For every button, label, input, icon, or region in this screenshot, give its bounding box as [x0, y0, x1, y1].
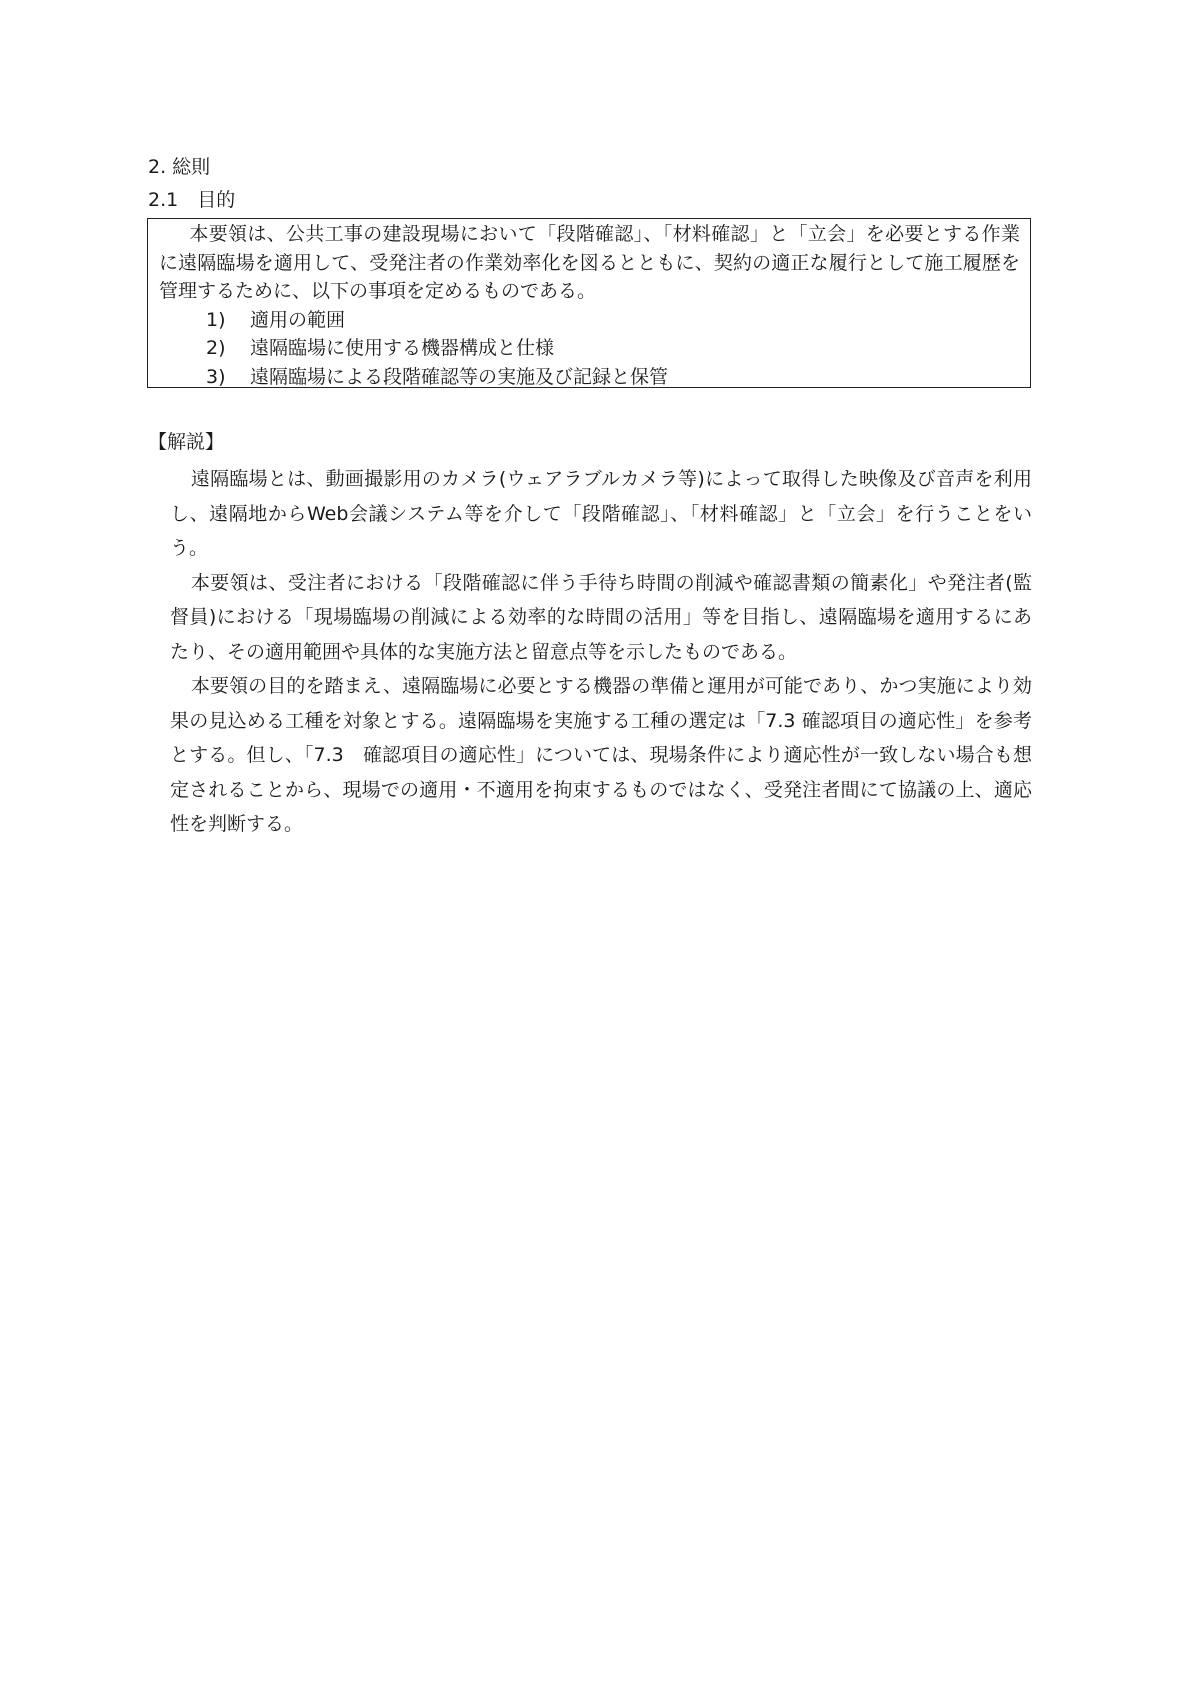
commentary-body [170, 462, 1032, 842]
commentary-heading: 【解説】 [148, 431, 225, 453]
purpose-paragraph: 本要領は、公共工事の建設現場において「段階確認」、「材料確認」と「立会」を必要とする作業に遠隔臨場を適用して、受発注者の作業効率化を図るとともに、契約の適正な履行として施工履歴を管理するために、以下の事項を定めるものである。 [159, 223, 1020, 302]
commentary-paragraph: 本要領の目的を踏まえ、遠隔臨場に必要とする機器の準備と運用が可能であり、かつ実施により効果の見込める工種を対象とする。遠隔臨場を実施する工種の選定は「7.3 確認項目の適応性」を参考とする。但し、「7.3 確認項目の適応性」については、現場条件により適応性が一致しない場合も想定されることから、現場での適用・不適用を拘束するものではなく、受発注者間にて協議の上、適応性を判断する。 [170, 675, 1032, 835]
purpose-item-number: 2) [206, 337, 226, 359]
commentary-paragraph: 本要領は、受注者における「段階確認に伴う手待ち時間の削減や確認書類の簡素化」や発注者(監督員)における「現場臨場の削減による効率的な時間の活用」等を目指し、遠隔臨場を適用するにあたり、その適用範囲や具体的な実施方法と留意点等を示したものである。 [170, 571, 1032, 663]
purpose-item-text: 適用の範囲 [250, 308, 346, 331]
purpose-item-list [159, 306, 1020, 392]
purpose-item [159, 334, 1020, 363]
purpose-item [159, 306, 1020, 335]
purpose-item-text: 遠隔臨場に使用する機器構成と仕様 [250, 337, 555, 359]
purpose-item-text: 遠隔臨場による段階確認等の実施及び記録と保管 [250, 365, 669, 388]
section-heading: 2.1 目的 [148, 189, 236, 211]
purpose-box [147, 218, 1031, 388]
purpose-item-number: 3) [206, 365, 226, 388]
purpose-item [159, 363, 1020, 392]
purpose-item-number: 1) [206, 308, 226, 331]
commentary-paragraph: 遠隔臨場とは、動画撮影用のカメラ(ウェアラブルカメラ等)によって取得した映像及び音声を利用し、遠隔地からWeb会議システム等を介して「段階確認」、「材料確認」と「立会」を行うことをいう。 [170, 468, 1032, 559]
chapter-heading: 2. 総則 [148, 156, 211, 178]
